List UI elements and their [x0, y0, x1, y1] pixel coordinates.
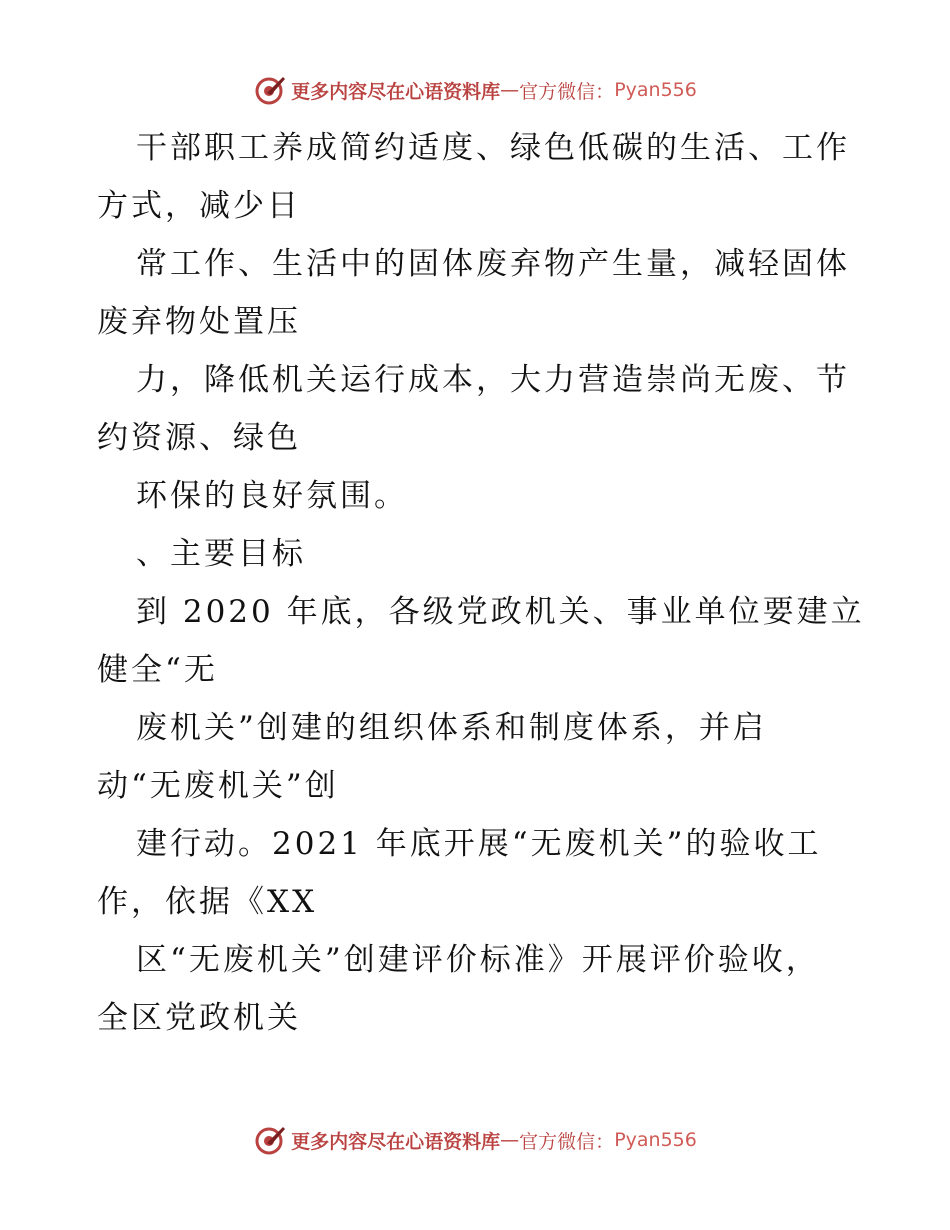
text-line: 废弃物处置压	[97, 304, 301, 340]
text-line: 健全“无	[97, 652, 218, 688]
text-line: 到 2020 年底，各级党政机关、事业单位要建立	[136, 594, 865, 630]
section-heading: 、主要目标	[136, 536, 306, 572]
text-line: 建行动。2021 年底开展“无废机关”的验收工	[136, 826, 822, 862]
text-line: 环保的良好氛围。	[136, 478, 408, 514]
text-line: 废机关”创建的组织体系和制度体系，并启	[136, 710, 767, 746]
banner-wechat-id: Pyan556	[614, 79, 697, 101]
banner-title: 更多内容尽在心语资料库	[291, 1130, 501, 1153]
banner-wechat-id: Pyan556	[614, 1129, 697, 1151]
banner-wechat-label: 官方微信：	[519, 1130, 615, 1153]
text-line: 方式，减少日	[97, 188, 301, 224]
text-line: 力，降低机关运行成本，大力营造崇尚无废、节	[136, 362, 850, 398]
text-line: 干部职工养成简约适度、绿色低碳的生活、工作	[136, 130, 850, 166]
text-line: 动“无废机关”创	[97, 768, 339, 804]
banner-title: 更多内容尽在心语资料库	[291, 80, 501, 103]
header-watermark-banner	[0, 70, 950, 110]
quill-logo-icon	[253, 1123, 287, 1157]
text-line: 全区党政机关	[97, 1000, 301, 1036]
text-line: 作，依据《XX	[97, 884, 318, 920]
quill-logo-icon	[253, 73, 287, 107]
footer-watermark-banner	[0, 1120, 950, 1160]
banner-dash: —	[500, 1129, 520, 1151]
text-line: 区“无废机关”创建评价标准》开展评价验收，	[136, 942, 820, 978]
text-line: 常工作、生活中的固体废弃物产生量，减轻固体	[136, 246, 850, 282]
text-line: 约资源、绿色	[97, 420, 301, 456]
banner-wechat-label: 官方微信：	[519, 80, 615, 103]
banner-dash: —	[500, 79, 520, 101]
